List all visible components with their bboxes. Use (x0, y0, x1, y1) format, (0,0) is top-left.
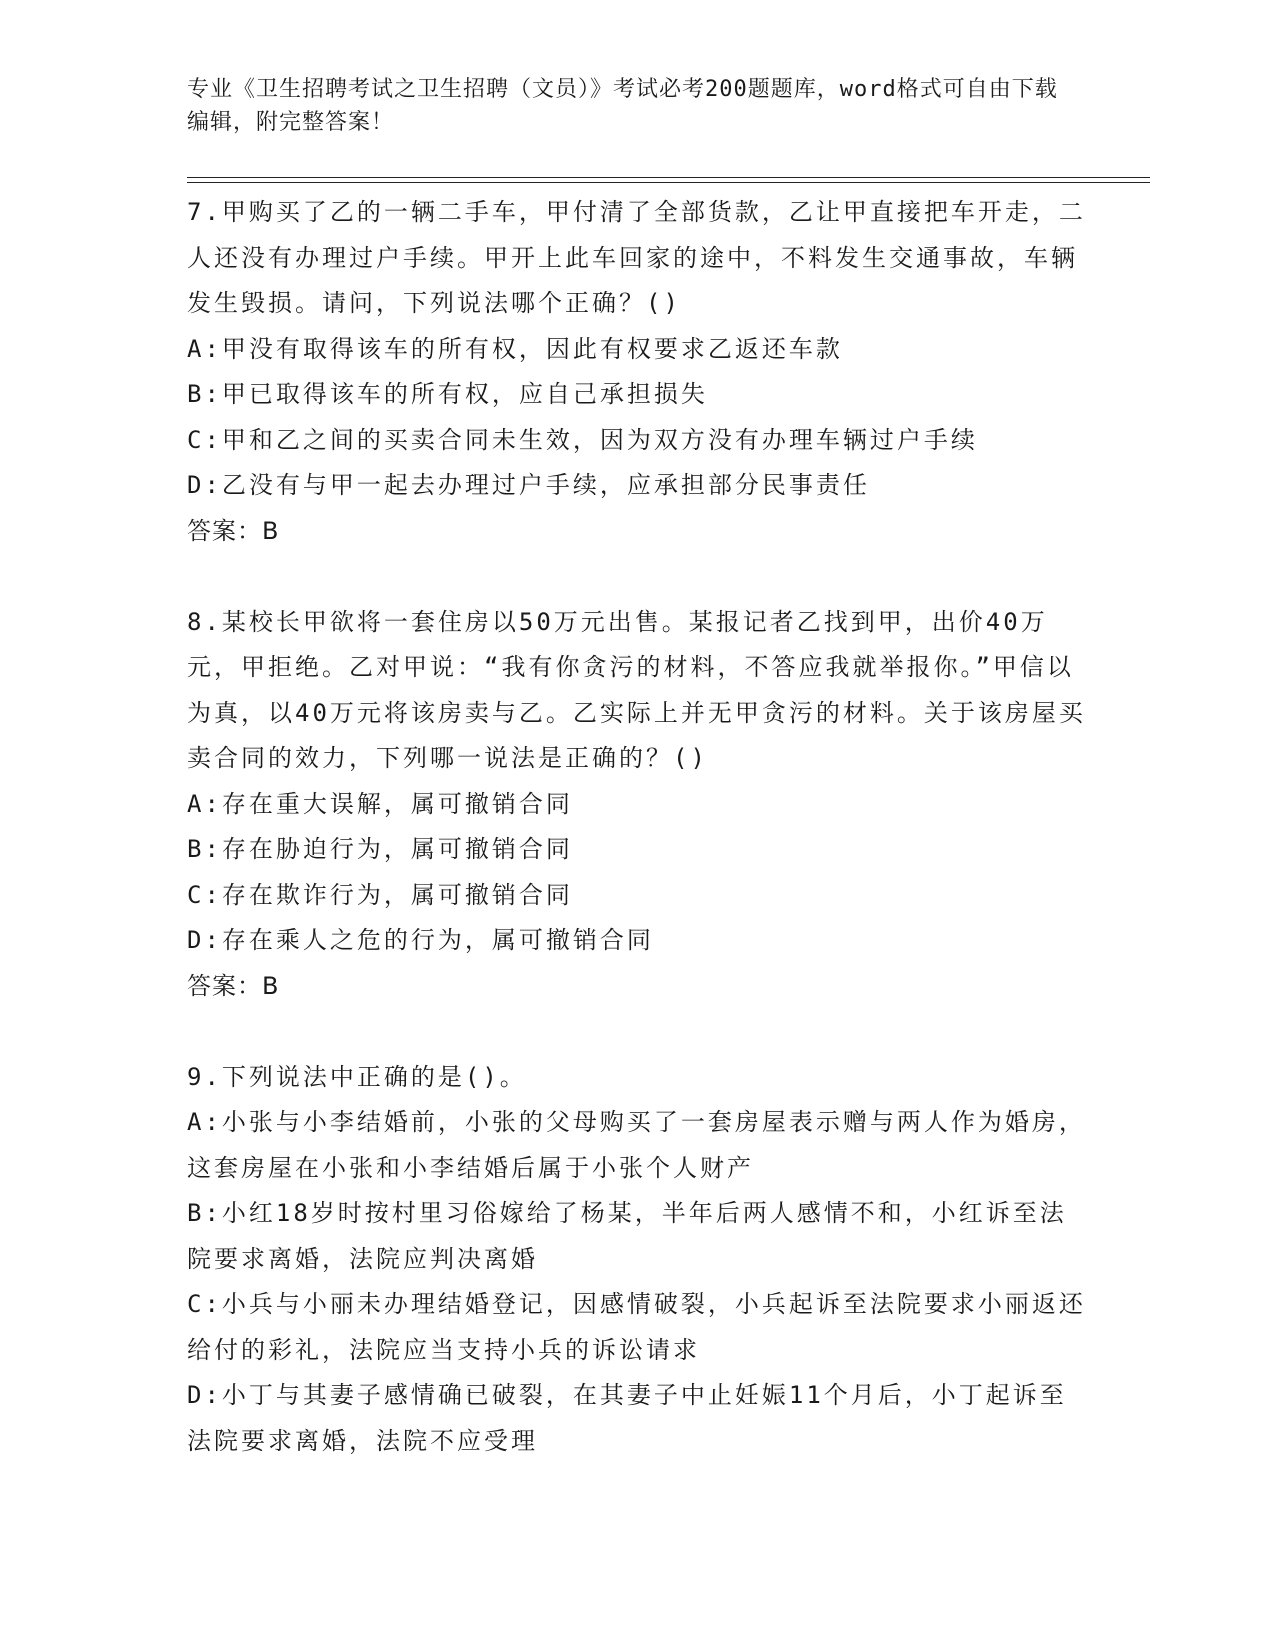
option-c: C:小兵与小丽未办理结婚登记，因感情破裂，小兵起诉至法院要求小丽返还给付的彩礼，法院应当支持小兵的诉讼请求 (187, 1290, 1086, 1364)
option-a: A:甲没有取得该车的所有权，因此有权要求乙返还车款 (187, 334, 843, 363)
option-a: A:存在重大误解，属可撤销合同 (187, 789, 573, 818)
option-c: C:存在欺诈行为，属可撤销合同 (187, 880, 573, 909)
question-spacer (187, 554, 1087, 600)
option-b: B:小红18岁时按村里习俗嫁给了杨某，半年后两人感情不和，小红诉至法院要求离婚，法院应判决离婚 (187, 1199, 1067, 1273)
question-list (187, 190, 1087, 1464)
question-spacer (187, 1009, 1087, 1055)
option-d: D:存在乘人之危的行为，属可撤销合同 (187, 926, 654, 954)
option-b: B:存在胁迫行为，属可撤销合同 (187, 835, 573, 863)
option-d: D:小丁与其妻子感情确已破裂，在其妻子中止妊娠11个月后，小丁起诉至法院要求离婚，法院不应受理 (187, 1381, 1067, 1455)
option-a: A:小张与小李结婚前，小张的父母购买了一套房屋表示赠与两人作为婚房，这套房屋在小张和小李结婚后属于小张个人财产 (187, 1108, 1086, 1182)
answer-line: 答案：B (187, 971, 280, 1000)
header-rule-top (187, 177, 1150, 178)
option-b: B:甲已取得该车的所有权，应自己承担损失 (187, 380, 708, 408)
question-stem: 9.下列说法中正确的是()。 (187, 1062, 527, 1091)
document-header (187, 73, 1067, 139)
question-stem: 7.甲购买了乙的一辆二手车，甲付清了全部货款，乙让甲直接把车开走，二人还没有办理过户手续。甲开上此车回家的途中，不料发生交通事故，车辆发生毁损。请问，下列说法哪个正确？() (187, 198, 1086, 317)
document-title: 专业《卫生招聘考试之卫生招聘（文员）》考试必考200题题库，word格式可自由下载编辑，附完整答案！ (187, 77, 1058, 135)
question-7 (187, 190, 1087, 554)
question-stem: 8.某校长甲欲将一套住房以50万元出售。某报记者乙找到甲，出价40万元，甲拒绝。乙对甲说：“我有你贪污的材料，不答应我就举报你。”甲信以为真，以40万元将该房卖与乙。乙实际上并无甲贪污的材料。关于该房屋买卖合同的效力，下列哪一说法是正确的？() (187, 607, 1086, 772)
answer-line: 答案：B (187, 516, 280, 545)
header-rule-bottom (187, 182, 1150, 183)
question-9 (187, 1055, 1087, 1465)
option-d: D:乙没有与甲一起去办理过户手续，应承担部分民事责任 (187, 471, 870, 499)
question-8 (187, 600, 1087, 1010)
option-c: C:甲和乙之间的买卖合同未生效，因为双方没有办理车辆过户手续 (187, 425, 978, 454)
